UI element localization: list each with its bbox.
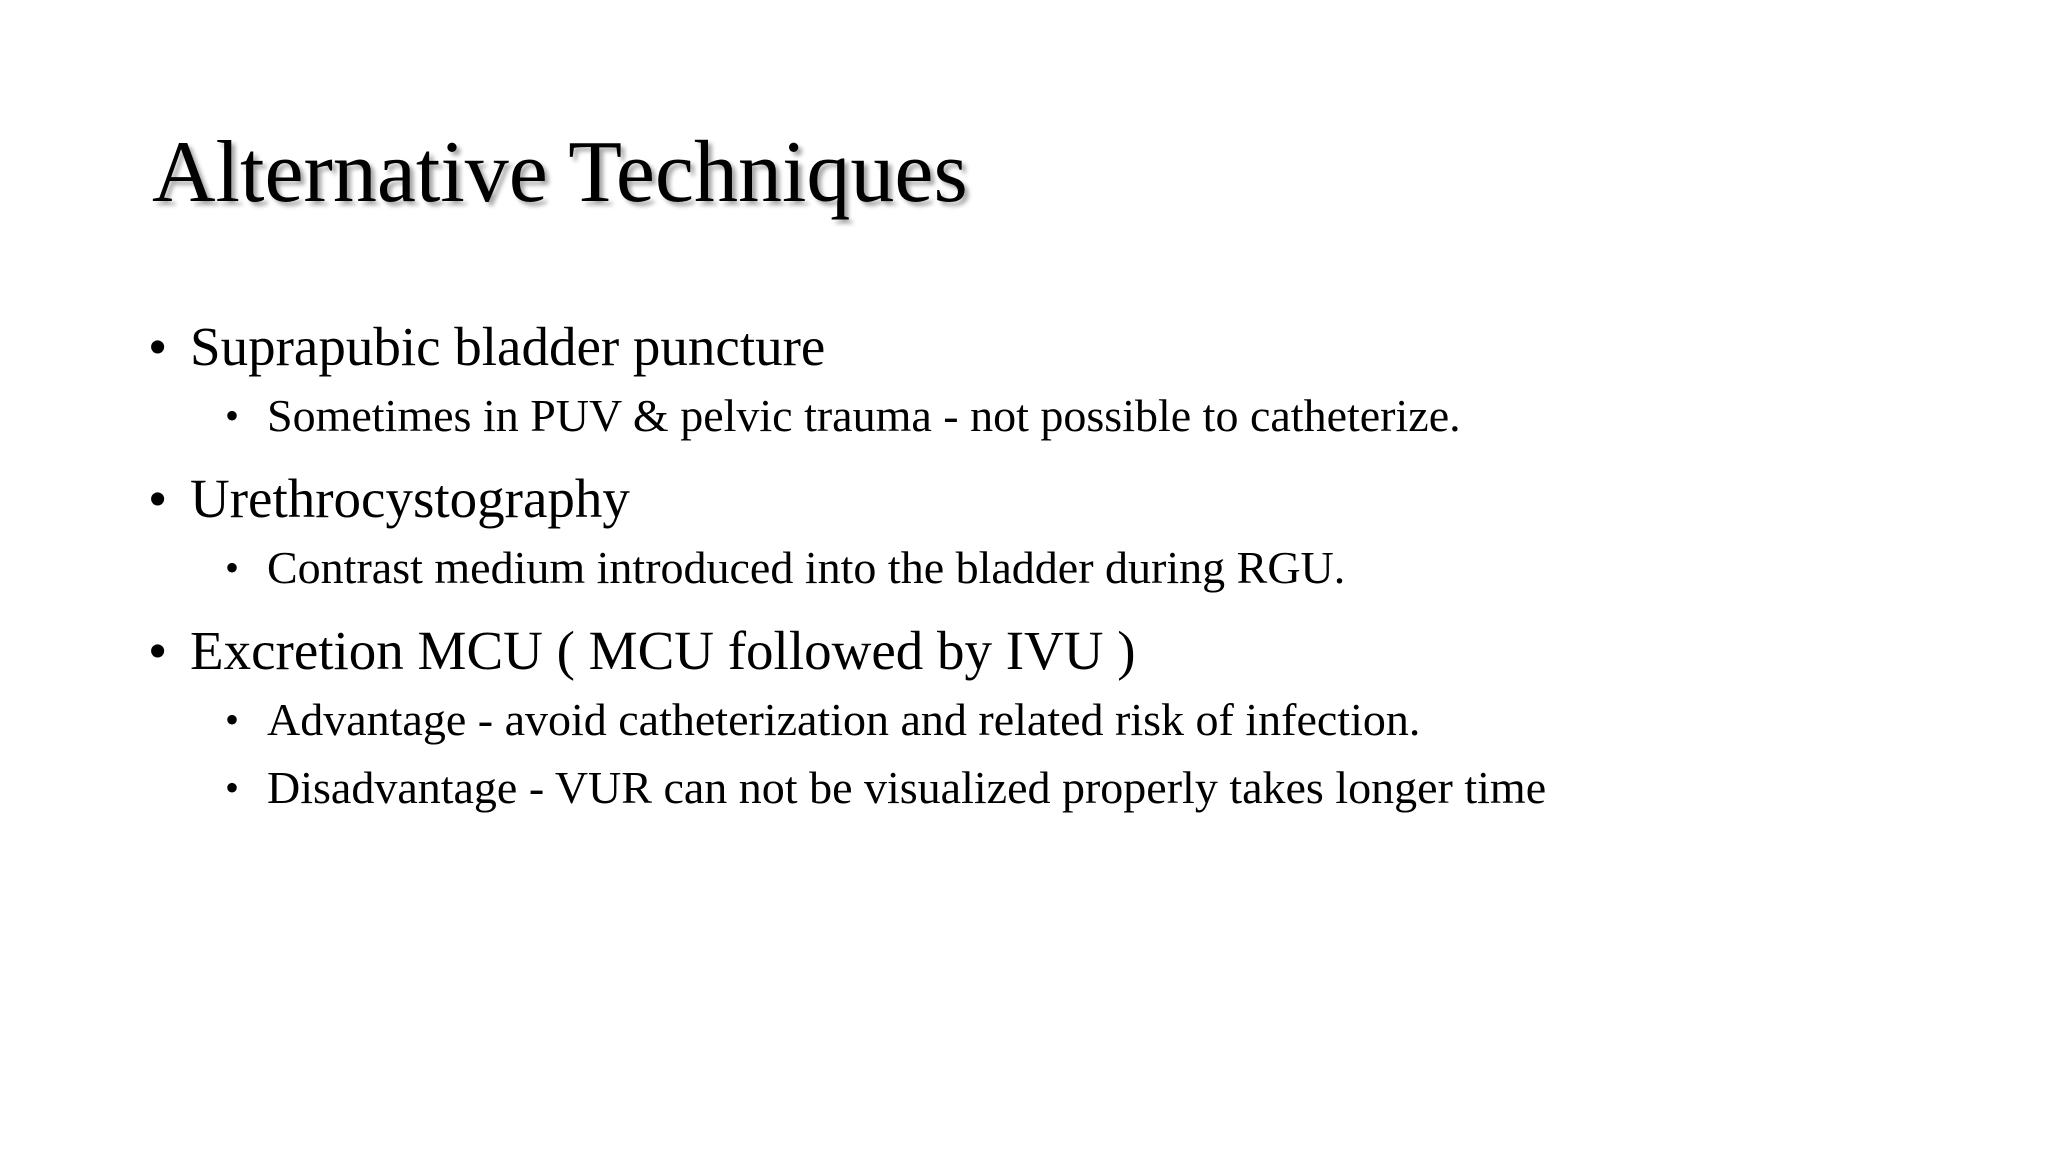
list-item-label: Suprapubic bladder puncture [190,316,826,377]
list-item-label: Urethrocystography [190,468,630,529]
sub-item [148,384,1968,448]
list-item-suprapubic [148,310,1968,384]
list-item-excretion-mcu [148,614,1968,688]
sub-item [148,536,1968,600]
bullet-icon: • [225,697,240,742]
sub-item-label: Contrast medium introduced into the bladder during RGU. [267,542,1346,593]
list-item-label: Excretion MCU ( MCU followed by IVU ) [190,620,1136,681]
sub-item [148,756,1968,820]
bullet-icon: • [148,620,168,681]
list-item-urethrocystography [148,462,1968,536]
bullet-icon: • [148,316,168,377]
bullet-icon: • [225,545,240,590]
bullet-icon: • [225,393,240,438]
sub-item-label: Advantage - avoid catheterization and related risk of infection. [267,694,1421,745]
bullet-icon: • [148,468,168,529]
bullet-list [148,310,1968,820]
slide-title: Alternative Techniques [152,124,968,221]
sub-item [148,688,1968,752]
sub-item-label: Disadvantage - VUR can not be visualized properly takes longer time [267,762,1547,813]
bullet-icon: • [225,765,240,810]
sub-item-label: Sometimes in PUV & pelvic trauma - not possible to catheterize. [267,390,1461,441]
